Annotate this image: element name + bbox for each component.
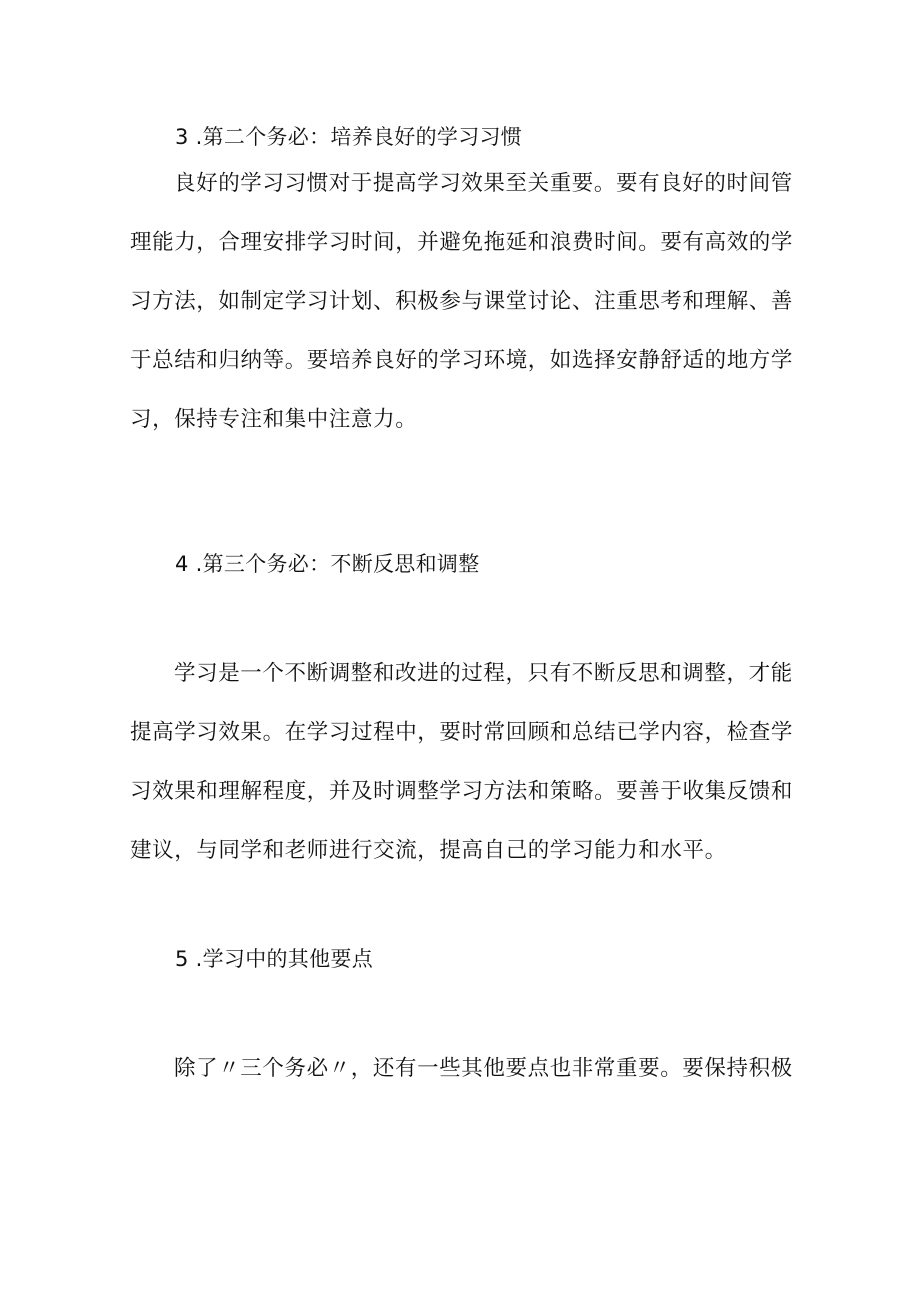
paragraph-line: 建议，与同学和老师进行交流，提高自己的学习能力和水平。 <box>130 838 727 863</box>
paragraph-line: 习，保持专注和集中注意力。 <box>130 407 418 432</box>
paragraph-line: 习方法，如制定学习计划、积极参与课堂讨论、注重思考和理解、善 <box>130 289 794 314</box>
section-4-paragraph <box>130 644 794 880</box>
section-3-heading: 3 .第二个务必：培养良好的学习习惯 <box>175 125 523 149</box>
section-5-paragraph <box>130 1039 793 1098</box>
paragraph-line: 良好的学习习惯对于提高学习效果至关重要。要有良好的时间管 <box>174 171 793 196</box>
section-5-heading: 5 .学习中的其他要点 <box>175 947 374 971</box>
paragraph-line: 除了〃三个务必〃，还有一些其他要点也非常重要。要保持积极 <box>174 1056 793 1081</box>
paragraph-line: 习效果和理解程度，并及时调整学习方法和策略。要善于收集反馈和 <box>130 779 794 804</box>
section-4-heading: 4 .第三个务必：不断反思和调整 <box>175 552 480 576</box>
paragraph-line: 学习是一个不断调整和改进的过程，只有不断反思和调整，才能 <box>174 661 793 686</box>
paragraph-line: 于总结和归纳等。要培养良好的学习环境，如选择安静舒适的地方学 <box>130 348 794 373</box>
paragraph-line: 理能力，合理安排学习时间，并避免拖延和浪费时间。要有高效的学 <box>130 230 794 255</box>
paragraph-line: 提高学习效果。在学习过程中，要时常回顾和总结已学内容，检查学 <box>130 720 794 745</box>
section-3-paragraph <box>130 154 794 449</box>
